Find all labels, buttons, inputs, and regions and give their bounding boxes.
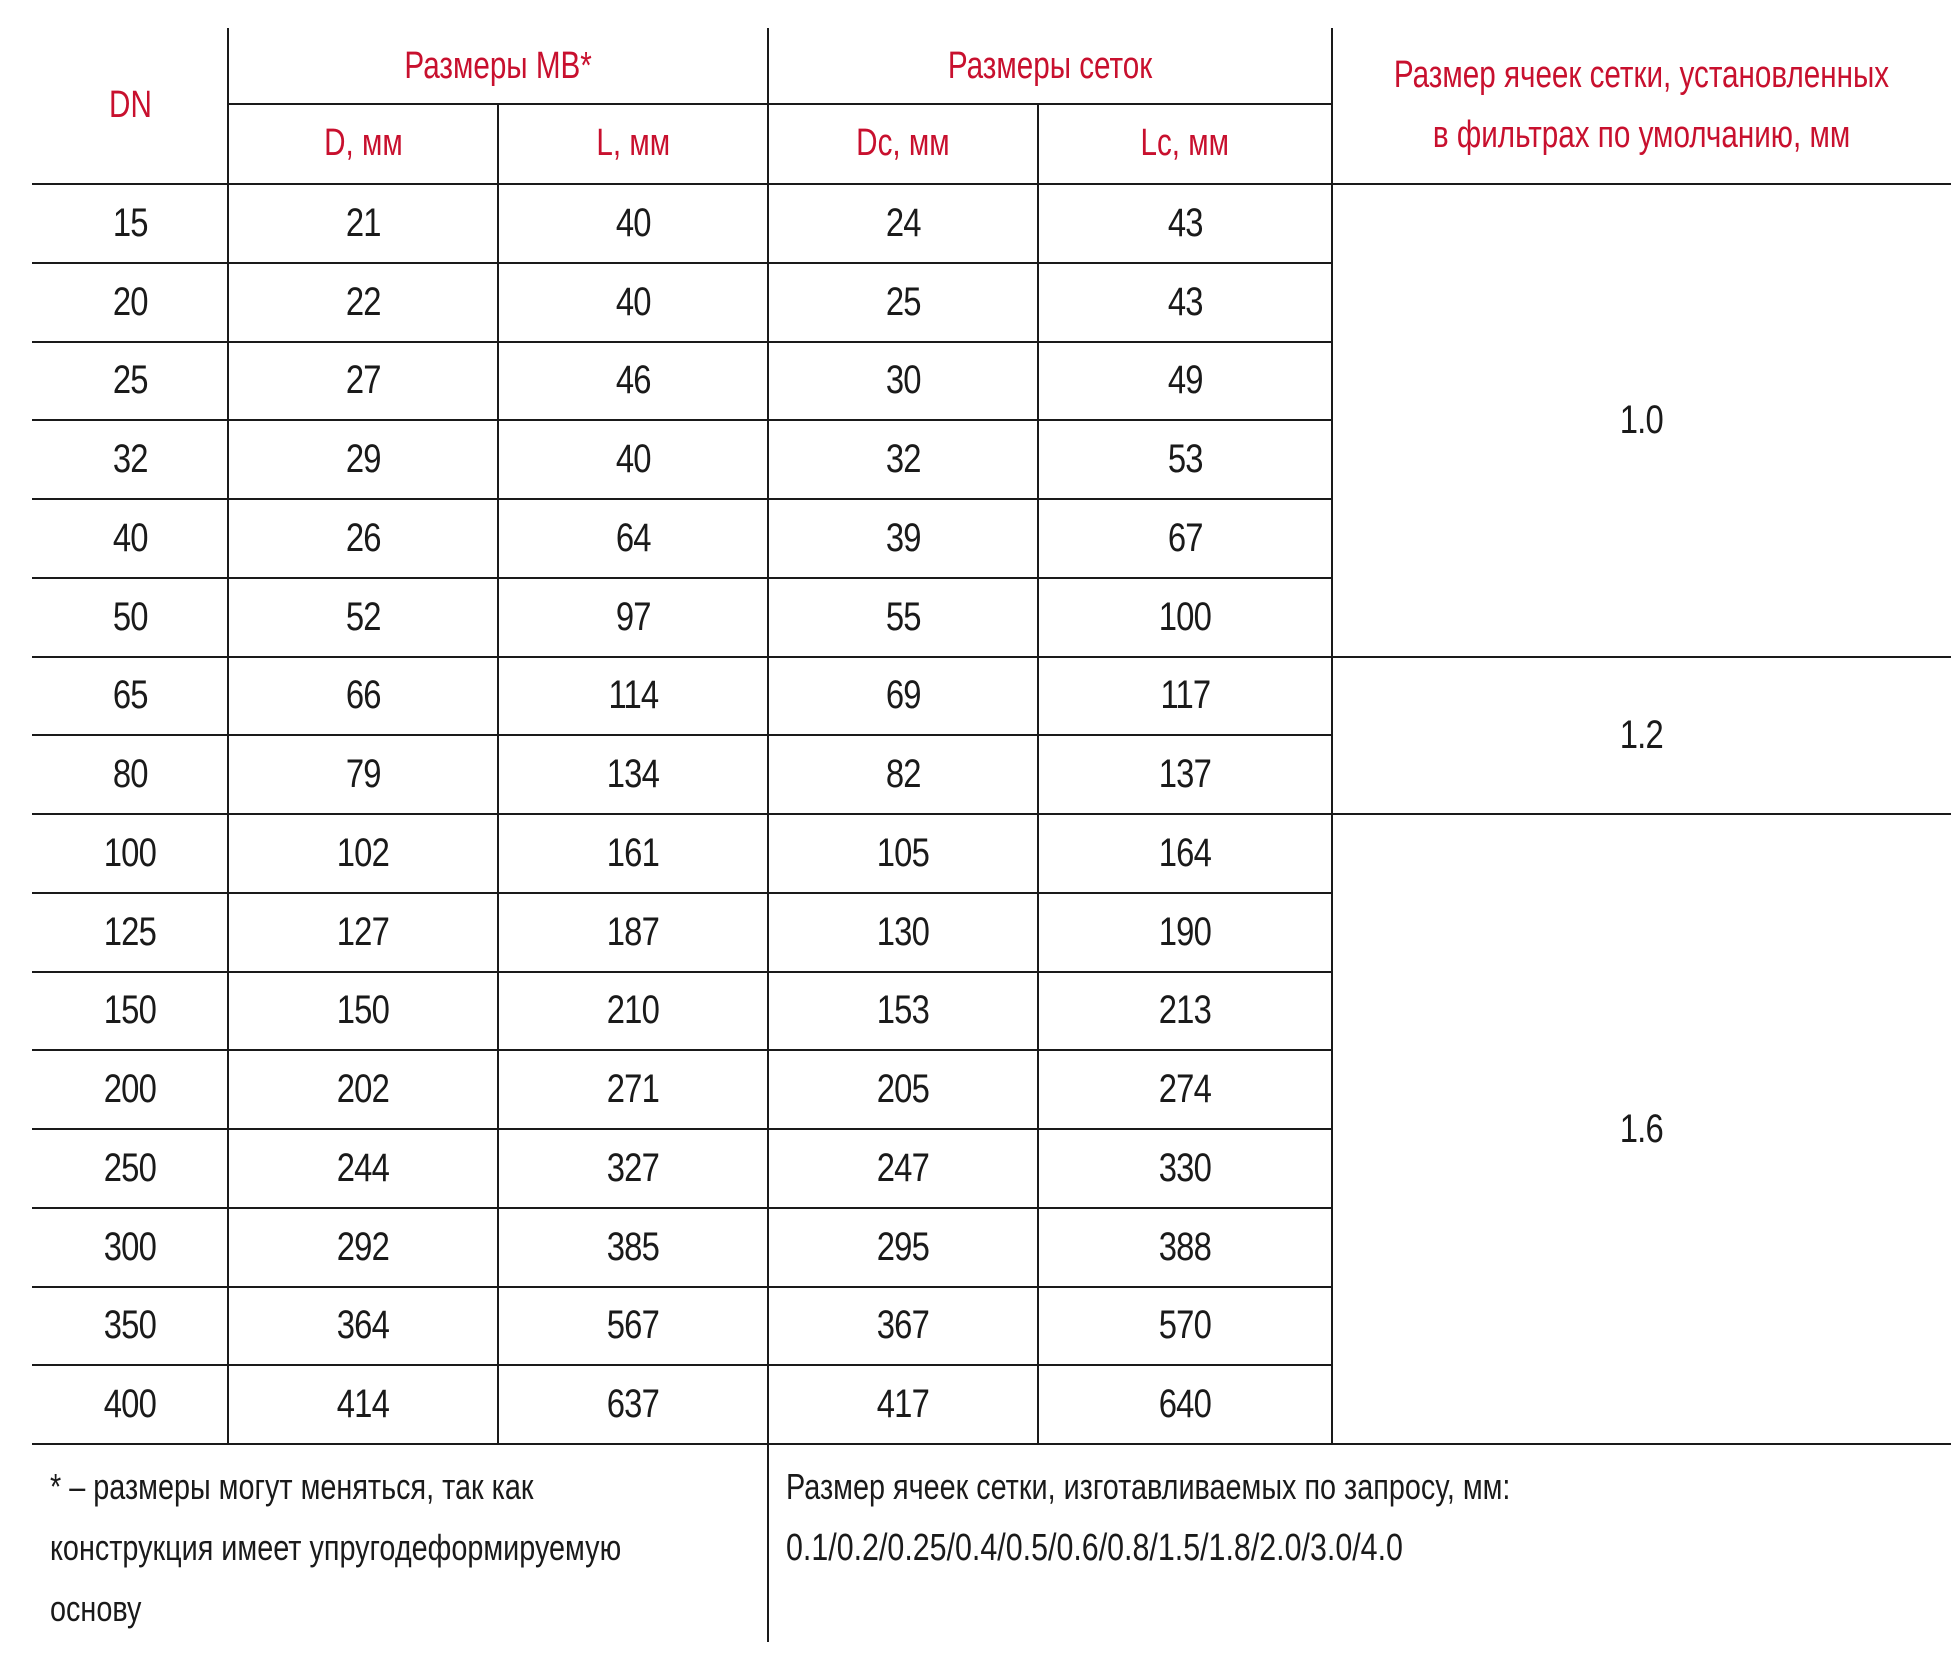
cell-dc: 55 (885, 594, 921, 639)
cell-dc: 82 (885, 752, 921, 797)
col-divider (767, 28, 769, 1444)
cell-dn: 300 (103, 1224, 157, 1269)
cell-dn: 50 (112, 594, 148, 639)
cell-dn: 32 (112, 437, 148, 482)
cell-lc: 49 (1167, 358, 1203, 403)
cell-d: 127 (336, 909, 390, 954)
cell-size-group-1: 1.0 (1619, 397, 1664, 442)
header-dc-mm: Dc, мм (856, 122, 950, 164)
cell-d: 202 (336, 1067, 390, 1112)
cell-l: 161 (606, 830, 660, 875)
cell-lc: 43 (1167, 200, 1203, 245)
row-divider (32, 813, 1951, 815)
cell-l: 210 (606, 988, 660, 1033)
cell-dc: 295 (876, 1224, 930, 1269)
cell-dc: 30 (885, 358, 921, 403)
col-divider (1331, 28, 1333, 1444)
cell-lc: 117 (1160, 673, 1210, 718)
cell-dc: 367 (876, 1303, 930, 1348)
cell-dc: 39 (885, 515, 921, 560)
cell-lc: 67 (1167, 515, 1203, 560)
cell-dn: 400 (103, 1382, 157, 1427)
table-bottom-line (32, 1443, 1951, 1445)
header-divider (228, 103, 1332, 105)
cell-lc: 190 (1158, 909, 1212, 954)
cell-lc: 43 (1167, 279, 1203, 324)
header-bottom-line (32, 183, 1951, 185)
cell-dn: 250 (103, 1145, 157, 1190)
footer-divider (767, 1444, 769, 1642)
cell-lc: 100 (1158, 594, 1212, 639)
cell-lc: 53 (1167, 437, 1203, 482)
cell-dn: 125 (103, 909, 157, 954)
header-d-mm: D, мм (323, 122, 403, 164)
cell-d: 29 (345, 437, 381, 482)
col-divider (497, 104, 499, 1444)
cell-dn: 150 (103, 988, 157, 1033)
header-lc-mm: Lc, мм (1140, 122, 1230, 164)
col-divider (1037, 104, 1039, 1444)
on-request-note: Размер ячеек сетки, изготавливаемых по запросу, мм: 0.1/0.2/0.25/0.4/0.5/0.6/0.8/1.5/1.8/2.0/3.0/4.0 (786, 1466, 1511, 1569)
footnote: * – размеры могут меняться, так как конструкция имеет упругодеформируемую основу (50, 1466, 622, 1629)
cell-l: 40 (615, 279, 651, 324)
cell-d: 66 (345, 673, 381, 718)
cell-l: 271 (606, 1067, 660, 1112)
header-l-mm: L, мм (596, 122, 670, 164)
cell-dc: 32 (885, 437, 921, 482)
cell-dc: 69 (885, 673, 921, 718)
cell-d: 364 (336, 1303, 390, 1348)
cell-lc: 274 (1158, 1067, 1212, 1112)
cell-d: 292 (336, 1224, 390, 1269)
cell-dn: 65 (112, 673, 148, 718)
header-cell-size: Размер ячеек сетки, установленных в фильтрах по умолчанию, мм (1393, 54, 1890, 156)
cell-l: 97 (615, 594, 651, 639)
cell-lc: 137 (1158, 752, 1212, 797)
cell-dn: 40 (112, 515, 148, 560)
cell-dc: 24 (885, 200, 921, 245)
cell-l: 187 (606, 909, 660, 954)
cell-dc: 205 (876, 1067, 930, 1112)
cell-l: 114 (608, 673, 658, 718)
cell-dc: 417 (876, 1382, 930, 1427)
cell-dc: 153 (876, 988, 930, 1033)
header-dn: DN (108, 84, 152, 126)
cell-l: 134 (606, 752, 660, 797)
cell-l: 40 (615, 200, 651, 245)
cell-l: 637 (606, 1382, 660, 1427)
cell-l: 385 (606, 1224, 660, 1269)
cell-lc: 640 (1158, 1382, 1212, 1427)
cell-dn: 350 (103, 1303, 157, 1348)
cell-d: 21 (345, 200, 381, 245)
col-divider (227, 28, 229, 1444)
cell-dn: 15 (112, 200, 148, 245)
cell-d: 150 (336, 988, 390, 1033)
cell-dc: 247 (876, 1145, 930, 1190)
cell-dc: 25 (885, 279, 921, 324)
header-group-mesh: Размеры сеток (947, 45, 1153, 87)
header-group-mv: Размеры МВ* (404, 45, 592, 87)
cell-dn: 25 (112, 358, 148, 403)
cell-dn: 20 (112, 279, 148, 324)
cell-size-group-3: 1.6 (1619, 1106, 1664, 1151)
cell-l: 327 (606, 1145, 660, 1190)
cell-dc: 130 (876, 909, 930, 954)
cell-dn: 200 (103, 1067, 157, 1112)
cell-l: 567 (606, 1303, 660, 1348)
cell-l: 40 (615, 437, 651, 482)
cell-lc: 164 (1158, 830, 1212, 875)
cell-d: 414 (336, 1382, 390, 1427)
cell-d: 27 (345, 358, 381, 403)
cell-d: 22 (345, 279, 381, 324)
cell-dn: 80 (112, 752, 148, 797)
cell-lc: 388 (1158, 1224, 1212, 1269)
cell-dc: 105 (876, 830, 930, 875)
cell-d: 244 (336, 1145, 390, 1190)
cell-d: 26 (345, 515, 381, 560)
cell-l: 64 (615, 515, 651, 560)
cell-l: 46 (615, 358, 651, 403)
cell-d: 79 (345, 752, 381, 797)
cell-lc: 570 (1158, 1303, 1212, 1348)
cell-dn: 100 (103, 830, 157, 875)
row-divider (32, 656, 1951, 658)
cell-d: 102 (336, 830, 390, 875)
cell-lc: 213 (1158, 988, 1212, 1033)
cell-d: 52 (345, 594, 381, 639)
cell-size-group-2: 1.2 (1619, 712, 1664, 757)
cell-lc: 330 (1158, 1145, 1212, 1190)
